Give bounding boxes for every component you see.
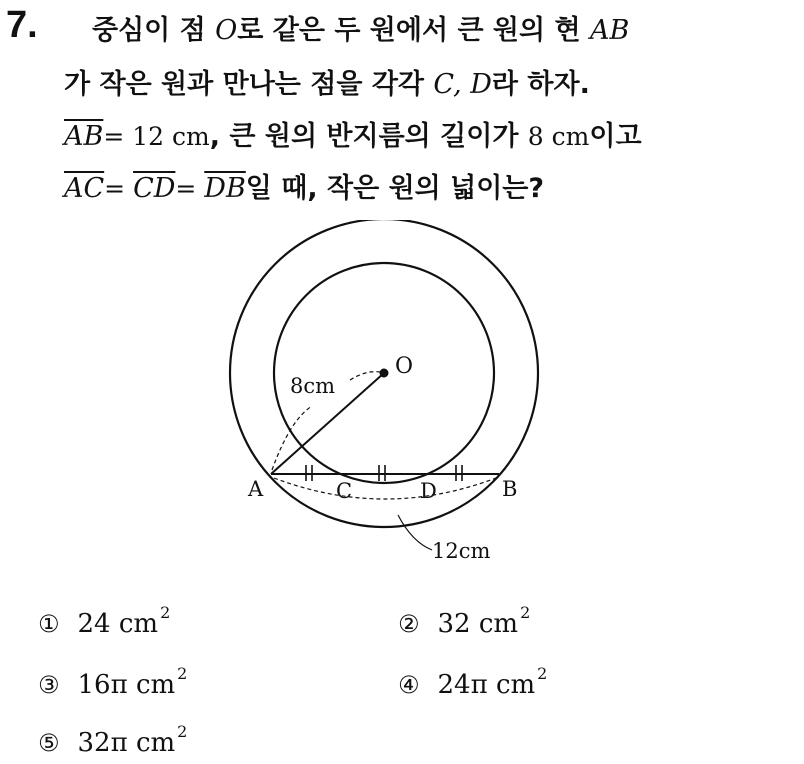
- label-c: C: [336, 479, 353, 503]
- center-point: [380, 369, 389, 378]
- chord-brace: [274, 478, 496, 499]
- label-a: A: [248, 477, 264, 501]
- label-radius: 8cm: [290, 374, 336, 398]
- question-line-4: $\overline{AC}= \overline{CD}= \overline{DB}$일 때, 작은 원의 넓이는?: [64, 173, 545, 204]
- label-o: O: [395, 354, 414, 379]
- choice-5[interactable]: ⑤ 32π cm $^2$: [38, 722, 188, 758]
- question-line-1: 중심이 점 O로 같은 두 원에서 큰 원의 현 AB: [92, 15, 630, 46]
- circle-figure: [220, 220, 560, 570]
- choice-2[interactable]: ② 32 cm $^2$: [398, 603, 531, 639]
- label-b: B: [502, 477, 518, 501]
- label-chord-length: 12cm: [432, 539, 491, 563]
- choice-4[interactable]: ④ 24π cm $^2$: [398, 664, 548, 700]
- label-d: D: [420, 479, 437, 503]
- question-number: 7.: [6, 4, 38, 46]
- question-line-3: $\overline{AB}= 12$ cm, 큰 원의 반지름의 길이가 8 cm이고: [64, 121, 642, 152]
- radius-brace-upper: [350, 372, 380, 380]
- radius-brace-lower: [272, 406, 312, 470]
- choice-1[interactable]: ① 24 cm $^2$: [38, 603, 171, 639]
- question-line-2: 가 작은 원과 만나는 점을 각각 C, D라 하자.: [64, 69, 590, 100]
- choice-3[interactable]: ③ 16π cm $^2$: [38, 664, 188, 700]
